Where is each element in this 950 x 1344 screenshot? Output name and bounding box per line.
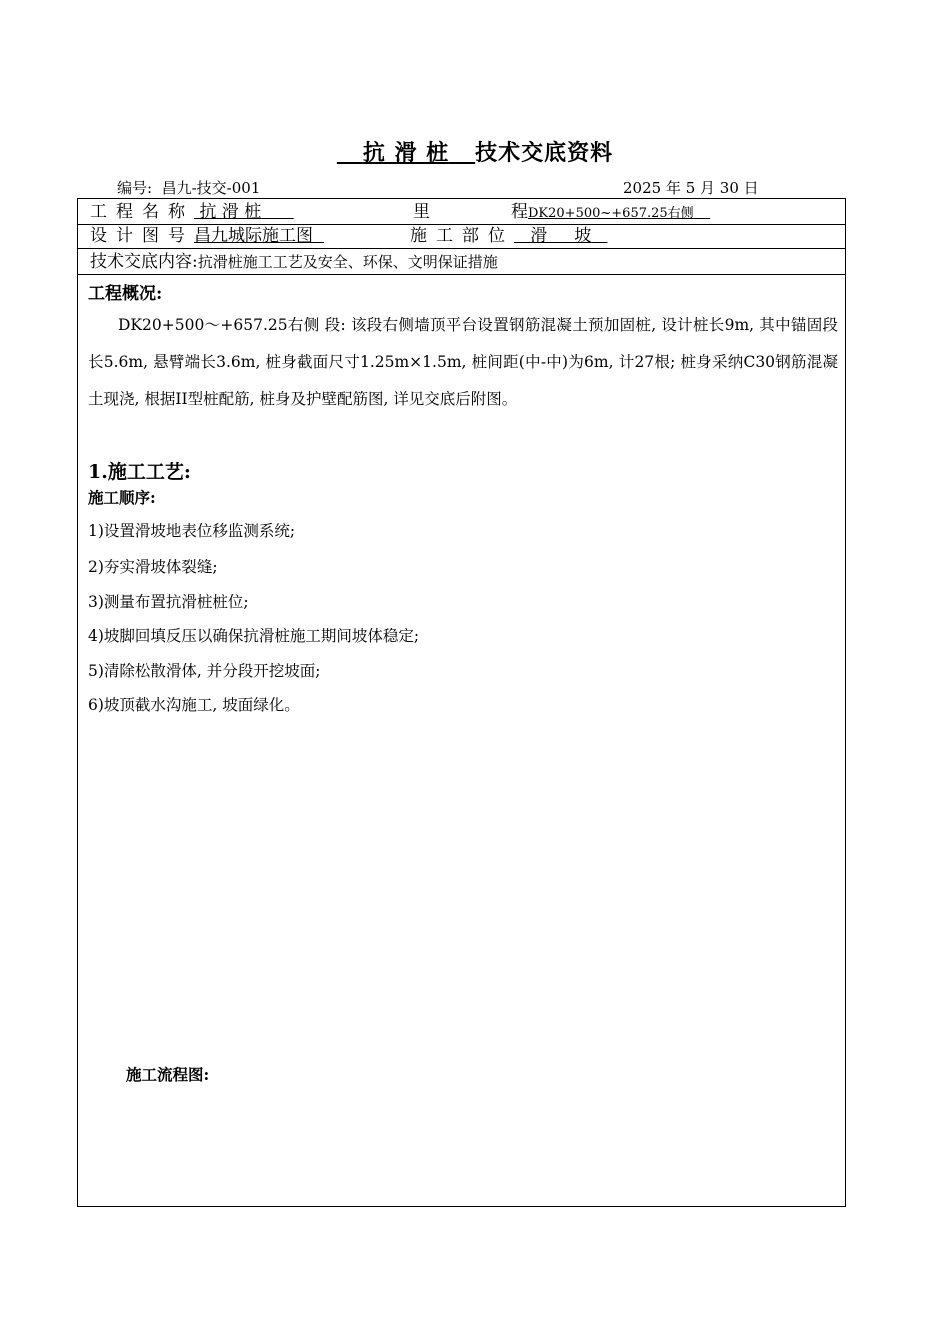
header-row-drawing [78,225,845,249]
header-row-project [78,199,845,225]
title-suffix: 技术交底资料 [475,140,614,166]
list-item: 6)坡顶截水沟施工, 坡面绿化。 [88,696,300,714]
number-value: 昌九-技交-001 [161,179,261,197]
content-value: 抗滑桩施工工艺及安全、环保、文明保证措施 [197,253,498,271]
document-title [0,136,950,167]
design-drawing-value: 昌九城际施工图 [194,226,313,246]
mileage-field [511,201,710,225]
number-label: 编号: [117,179,153,197]
project-name-label: 工程名称 [90,202,194,222]
list-item: 4)坡脚回填反压以确保抗滑桩施工期间坡体稳定; [88,627,420,645]
mileage-label-part1: 里 [413,202,430,222]
overview-paragraph: DK20+500～+657.25右侧 段: 该段右侧墙顶平台设置钢筋混凝土预加固桩, 设计桩长9m, 其中锚固段长5.6m, 悬臂端长3.6m, 桩身截面尺寸1.25m×1.5m, 桩间距(中-中)为6m, 计27根; 桩身采纳C30钢筋混凝土现浇, 根据II型桩配筋, 桩身及护壁配筋图, 详见交底后附图。 [88,316,838,408]
list-item: 2)夯实滑坡体裂缝; [88,558,218,576]
construction-part-label: 施工部位 [410,226,514,246]
construction-part-value: 滑 坡 [530,226,592,246]
mileage-value: DK20+500~+657.25右侧 [528,206,694,221]
document-number [117,177,260,198]
flowchart-heading: 施工流程图: [126,1065,210,1084]
overview-heading: 工程概况: [88,284,163,304]
project-name-value: 抗 滑 桩 [199,202,262,222]
sequence-heading: 施工顺序: [88,488,156,507]
mileage-label-part2: 程 [511,202,528,222]
design-drawing-label: 设计图号 [90,226,194,246]
design-drawing-field [90,225,324,247]
document-date: 2025 年 5 月 30 日 [623,179,759,197]
content-label: 技术交底内容: [90,252,198,272]
disclosure-form [77,198,846,1207]
list-item: 1)设置滑坡地表位移监测系统; [88,522,296,540]
list-item: 3)测量布置抗滑桩桩位; [88,593,249,611]
title-main: 抗 滑 桩 [362,140,450,166]
construction-part-field [410,225,607,247]
list-item: 5)清除松散滑体, 并分段开挖坡面; [88,662,321,680]
project-name-field [90,201,294,223]
header-row-content [78,249,845,275]
section1-heading: 1.施工工艺: [88,461,191,483]
disclosure-content-field [90,251,498,273]
